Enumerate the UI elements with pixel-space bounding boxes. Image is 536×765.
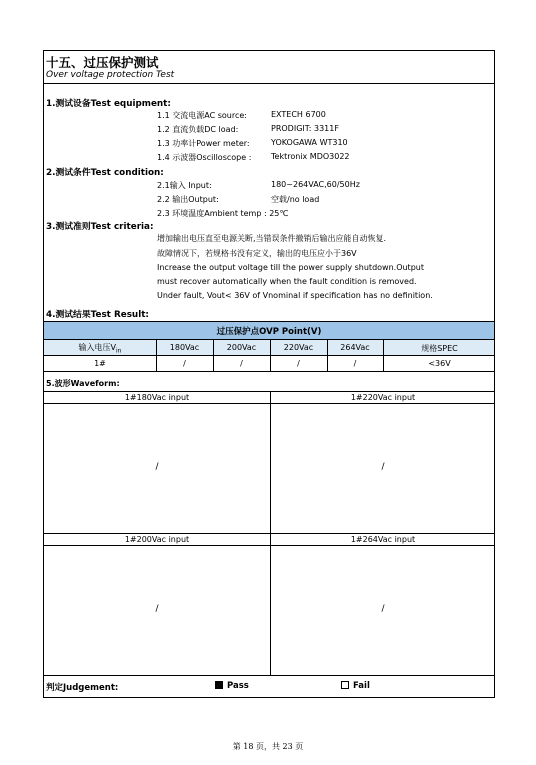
condition-value-2: 空载/no load xyxy=(271,195,320,204)
waveform-image-264: / xyxy=(381,604,385,614)
row-id: 1# xyxy=(94,359,106,368)
divider xyxy=(44,83,494,84)
judgement-label: 判定Judgement: xyxy=(46,683,119,693)
equipment-value-3: YOKOGAWA WT310 xyxy=(271,138,348,147)
report-frame xyxy=(43,50,495,698)
divider xyxy=(44,321,494,322)
condition-label-1: 2.1输入 Input: xyxy=(157,181,212,190)
equipment-heading: 1.测试设备Test equipment: xyxy=(46,99,171,109)
condition-label-2: 2.2 输出Output: xyxy=(157,195,219,204)
condition-value-1: 180~264VAC,60/50Hz xyxy=(271,180,360,189)
criteria-line-3: Increase the output voltage till the power supply shutdown.Output xyxy=(157,263,424,272)
equipment-label-3: 1.3 功率计Power meter: xyxy=(157,139,250,148)
waveform-label-264: 1#264Vac input xyxy=(350,535,416,544)
divider xyxy=(44,391,494,392)
criteria-line-4: must recover automatically when the fault condition is removed. xyxy=(157,277,417,286)
row-spec: <36V xyxy=(428,359,451,368)
equipment-value-2: PRODIGIT: 3311F xyxy=(271,124,339,133)
checkbox-unchecked-icon xyxy=(341,681,349,689)
row-value-264: / xyxy=(353,359,357,368)
judgement-pass[interactable]: Pass xyxy=(215,681,249,691)
col-header-264: 264Vac xyxy=(340,343,370,352)
waveform-label-200: 1#200Vac input xyxy=(124,535,190,544)
waveform-image-220: / xyxy=(381,462,385,472)
equipment-value-1: EXTECH 6700 xyxy=(271,110,326,119)
divider xyxy=(44,403,494,404)
judgement-fail[interactable]: Fail xyxy=(341,681,370,691)
col-header-200: 200Vac xyxy=(226,343,257,352)
page-title: 十五、过压保护测试 xyxy=(46,55,159,70)
criteria-line-2: 故障情况下，若规格书没有定义，输出的电压应小于36V xyxy=(157,249,357,258)
divider xyxy=(44,545,494,546)
condition-heading: 2.测试条件Test condition: xyxy=(46,168,164,178)
criteria-line-5: Under fault, Vout< 36V of Vnominal if specification has no definition. xyxy=(157,291,433,300)
col-divider xyxy=(270,391,271,675)
divider xyxy=(44,371,494,372)
spec-header: 规格SPEC xyxy=(421,344,458,353)
divider xyxy=(44,533,494,534)
equipment-value-4: Tektronix MDO3022 xyxy=(271,152,350,161)
equipment-label-2: 1.2 直流负载DC load: xyxy=(157,125,239,134)
col-header-220: 220Vac xyxy=(283,343,314,352)
row-value-200: / xyxy=(240,359,243,368)
waveform-image-200: / xyxy=(155,604,159,614)
col-header-180: 180Vac xyxy=(169,343,200,352)
waveform-heading: 5.波形Waveform: xyxy=(46,379,120,388)
input-voltage-header: 输入电压$V_{in}$ xyxy=(78,343,122,355)
divider xyxy=(44,675,494,676)
divider xyxy=(44,355,494,356)
criteria-line-1: 增加输出电压直至电源关断,当错误条件撤销后输出应能自动恢复. xyxy=(157,234,387,243)
page-footer: 第 18 页，共 23 页 xyxy=(232,742,304,751)
row-value-220: / xyxy=(297,359,300,368)
waveform-label-220: 1#220Vac input xyxy=(350,393,416,402)
criteria-heading: 3.测试准则Test criteria: xyxy=(46,222,154,232)
page-subtitle: Over voltage protection Test xyxy=(46,70,175,80)
waveform-label-180: 1#180Vac input xyxy=(124,393,190,402)
equipment-label-1: 1.1 交流电源AC source: xyxy=(157,111,247,120)
condition-label-3: 2.3 环境温度Ambient temp : 25℃ xyxy=(157,209,289,218)
ovp-table-title: 过压保护点OVP Point(V) xyxy=(216,327,322,337)
waveform-image-180: / xyxy=(155,462,159,472)
divider xyxy=(44,339,494,340)
checkbox-checked-icon xyxy=(215,681,223,689)
equipment-label-4: 1.4 示波器Oscilloscope : xyxy=(157,153,252,162)
result-heading: 4.测试结果Test Result: xyxy=(46,310,149,320)
row-value-180: / xyxy=(183,359,186,368)
